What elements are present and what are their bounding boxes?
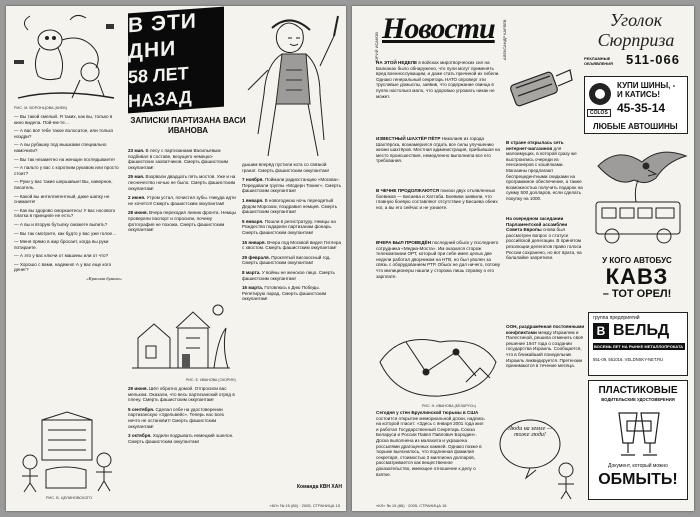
page-footer: «КЛ» № 15 (86) · 2005, СТРАНИЦА 15 bbox=[269, 503, 340, 508]
glasses-icon bbox=[609, 407, 669, 459]
plastic-ad-line2: ВОДИТЕЛЬСКИЕ УДОСТОВЕРЕНИЯ bbox=[601, 397, 675, 402]
dialogue-line: — Руки у вас такие шершавые! Вы, наверное, писатель. bbox=[14, 179, 113, 190]
cartoon-illustration-top bbox=[10, 10, 120, 106]
diary-entry bbox=[242, 177, 342, 194]
diary-date: 29 июня. bbox=[128, 386, 148, 391]
diary-text: Готовлюсь к Дню Победы. Репетирую парад. Смерть фашистским оккупантам! bbox=[242, 285, 327, 302]
diary-date: 5 сентября. bbox=[128, 406, 155, 412]
tire-ad-tagline: ЛЮБЫЕ АВТОШИНЫ bbox=[593, 122, 678, 131]
dialogue-line: — А вы рубашку под мышками специально намочили? bbox=[14, 142, 107, 153]
team-credit: Команда КВН ХАН bbox=[296, 484, 342, 490]
tire-ad-line2: И КАТИСЬ! bbox=[617, 90, 661, 99]
news-article bbox=[376, 60, 502, 132]
dialogue-column bbox=[14, 114, 122, 406]
diary-entry bbox=[128, 174, 236, 191]
map-caption: РИС. Н. ИВАНОВА (БЕЛАРУСЬ) bbox=[422, 404, 476, 408]
diary-entry bbox=[242, 219, 342, 236]
article-text: в войсках миротворческих сил на Балканах было обнаружено, что пули могут применять вред военнослужащим, и даже стать причиной их гибели. Однако генеральный секретарь НАТО опроверг эти трусливые домыслы, заявив, что содержание свинца в пулях настолько мало, что здоровью угрожать никак не может. bbox=[376, 60, 500, 99]
diary-date: 5 января. bbox=[242, 218, 264, 224]
diary-text: Сделал себе на удостоверении партизанскую «Эдельвейс». Теперь нас всех ничто не остановит! Смерть фашистским оккупантам! bbox=[128, 406, 224, 429]
article-lead: На очередном заседании Парламентской ассамблеи Совета Европы bbox=[506, 216, 568, 233]
surprise-heading: Уголок Сюрприза bbox=[597, 10, 675, 50]
welding-ad-brand: ВЕЛЬД bbox=[613, 322, 670, 339]
news-article bbox=[376, 410, 486, 502]
plastic-ad-line1: ПЛАСТИКОВЫЕ bbox=[598, 385, 678, 396]
left-page bbox=[6, 6, 346, 511]
diary-text: дышим вперёд пустили кота со связкой гранат. Смерть фашистским оккупантам! bbox=[242, 162, 329, 173]
partisan-soldier-illustration bbox=[238, 10, 342, 160]
news-article bbox=[506, 216, 584, 272]
right-page bbox=[352, 6, 694, 511]
diary-entry bbox=[242, 255, 342, 266]
dialogue-line: — А вы и вторую бутылку сможете выпить? bbox=[14, 221, 108, 227]
diary-text: Поймали радиостанцию «Москва». Передавали группы «Модерн Токинг». Смерть фашистским оккупантам! bbox=[242, 177, 341, 194]
page-title-line2: 58 ЛЕТ НАЗАД bbox=[128, 63, 192, 112]
village-sketch-illustration bbox=[128, 298, 234, 378]
news-author-2: АЛЕКСАНДР КАРЛЕВ bbox=[502, 19, 507, 60]
welding-ad-tag: ВОСЕМЬ ЛЕТ НА РЫНКЕ МЕТАЛЛОПРОКАТА bbox=[594, 344, 684, 349]
news-article bbox=[506, 324, 586, 396]
diary-text: Взорвали двадцать пять мостов. Уже и на лесничество ночью не было. Смерть фашистским оккупантам! bbox=[128, 174, 236, 191]
diary-text: В лесу с партизанами Васильевым подбивал в составе, везущего немецко-фашистских захватчиков. Смерть фашистским оккупантам! bbox=[128, 148, 229, 170]
balloon-text: Люди на земле — тоже люди! bbox=[507, 426, 553, 438]
article-text: Николаев из города Шахтёрска, вознамерился отдать все силы улучшению жизни шахтёров. Местная администрация, прибывшая на место происшествия, немедленно выполнила все его требования. bbox=[376, 136, 500, 164]
dialogue-line: — А вас всё тебе такое волосатое, или только ноздри? bbox=[14, 128, 114, 139]
diary-date: 1 января. bbox=[242, 197, 264, 203]
article-lead: В стране открылась сеть интернет-магазинов bbox=[506, 140, 564, 151]
diary-entry bbox=[128, 433, 236, 444]
article-lead: В ЧЕЧНЕ ПРОДОЛЖАЮТСЯ bbox=[376, 188, 440, 193]
diary-text: Вчера под Москвой видел Гитлера с хвостом. Смерть фашистским оккупантам! bbox=[242, 239, 342, 251]
diary-entry bbox=[128, 407, 236, 429]
diary-date: 8 марта. bbox=[242, 269, 261, 275]
welding-ad-group: группа предприятий bbox=[593, 315, 640, 321]
diary-text: Пошли в регистратуру. Немцы на Рождество подарили партизанам фонарь. Смерть фашистским оккупантам! bbox=[242, 218, 336, 235]
welding-ad-phones: 551-09, 551016, VELDNSKY-NET.RU bbox=[593, 357, 664, 362]
bullet-illustration bbox=[504, 58, 578, 120]
diary-text: В новогоднюю ночь переодетый Дедом Морозом, поздравил немцев. Смерть фашистским оккупантам! bbox=[242, 197, 338, 215]
article-lead: ИЗВЕСТНЫЙ ШАХТЁР ПЁТР bbox=[376, 136, 441, 141]
dialogue-line: — Как вы здорово сморкаетесь! У вас носового платка в принципе не есть? bbox=[14, 207, 116, 219]
diary-column-1-top bbox=[128, 148, 236, 298]
dialogue-line: — Вы так незаметно на женщин поглядываете! bbox=[14, 156, 115, 162]
diary-entry bbox=[242, 240, 342, 251]
article-text: поиски двух отъявленных боевиков — Бисаева и Хаттаба. Боевики заявили, что главную боевую составляют отсутствие у Бисаева обеих ног, а вы его сейчас и не узнаете. bbox=[376, 188, 498, 210]
article-text: последний обыск у последнего сотрудника «Медиа-Моста». Им оказался сторож телекомпании ОРТ, который при себе имел целых две недели работал дворником на НТВ, но был уволен за связь с оборудованием РТР. Обыск не дал ничего, потому что милиционеры нашли у сторожа лишь справку о его зарплате. bbox=[376, 240, 501, 279]
article-lead: НА ЭТОЙ НЕДЕЛЕ bbox=[376, 60, 418, 65]
tire-icon bbox=[587, 81, 613, 107]
news-article bbox=[376, 188, 502, 238]
map-illustration bbox=[376, 322, 500, 404]
plastic-ad-big: ОБМЫТЬ! bbox=[598, 471, 678, 488]
diary-text: Утром устал, почистил зубы. Никуда идти не хочется! Смерть фашистским оккупантам! bbox=[128, 195, 236, 206]
diary-date: 28 июня. bbox=[128, 210, 148, 216]
diary-text: Ходили подрывать немецкий эшелон. Смерть фашистским оккупантам! bbox=[128, 433, 234, 444]
diary-date: 16 марта. bbox=[242, 285, 264, 291]
bus-ad-brand: КАВЗ bbox=[605, 264, 669, 289]
diary-date: 15 января. bbox=[242, 239, 266, 245]
dialogue-line: — А это у вас ключи от машины или от что? bbox=[14, 253, 109, 259]
article-text: снова был рассмотрен вопрос о статусе российской делегации. В принятом резолюции делегатов право голоса России сохранено, но вот врата, на балалайке запретили. bbox=[506, 227, 582, 261]
news-article bbox=[506, 140, 584, 212]
diary-date: 3 октября. bbox=[128, 433, 152, 439]
page-title-line1: В ЭТИ ДНИ bbox=[128, 9, 197, 64]
diary-date: 29 февраля. bbox=[242, 254, 270, 260]
diary-entry bbox=[242, 162, 342, 173]
diary-date: 25 мая. bbox=[128, 174, 145, 180]
tire-ad-line1: КУПИ ШИНЫ, - bbox=[617, 81, 676, 90]
article-lead: ВЧЕРА БЫЛ ПРОВЕДЁН bbox=[376, 240, 431, 245]
plastic-license-ad bbox=[588, 380, 688, 500]
diary-column-1-bottom bbox=[128, 386, 236, 498]
page-footer: «КЛ» № 15 (86) · 2005, СТРАНИЦА 16 bbox=[376, 503, 447, 508]
bus-ad-line2: – ТОТ ОРЕЛ! bbox=[602, 288, 672, 300]
page-subtitle: ЗАПИСКИ ПАРТИЗАНА ВАСИ ИВАНОВА bbox=[130, 116, 246, 135]
sketch-caption: РИС. Е. ИВАНОВА (СКОРИН) bbox=[186, 378, 236, 382]
diary-date: 2 июня. bbox=[128, 195, 146, 201]
dialogue-line: — Хорошо с вами, надежно! А у вас еще кого денег? bbox=[14, 261, 112, 273]
cartoon-caption-bottom: РИС. В. ЦЕЛИНОВСКОГО bbox=[46, 496, 93, 500]
diary-entry bbox=[128, 148, 236, 170]
ads-phone: 511-066 bbox=[626, 52, 680, 67]
diary-date: 23 мая. bbox=[128, 148, 145, 153]
diary-text: Шёл обратно домой. Отпросили вас мельком. Оказали, что весь партизанский отряд в плену. Смерть фашистским оккупантам! bbox=[128, 386, 235, 403]
diary-text: У войны не женское лицо. Смерть фашистским оккупантам! bbox=[242, 269, 335, 281]
diary-date: 7 ноября. bbox=[242, 177, 264, 183]
news-heading: Новости bbox=[382, 12, 495, 45]
article-lead: ООН, раздражённая постоянными конфликтами bbox=[506, 324, 585, 335]
dialogue-line: — Какой вы интеллигентный, даже шапку не снимаете! bbox=[14, 193, 110, 205]
tire-brand: COLOS bbox=[587, 109, 611, 117]
bus-ad-line1: У КОГО АВТОБУС bbox=[602, 256, 672, 265]
article-lead: Сегодня у стен Бруклинской тюрьмы в США bbox=[376, 410, 479, 415]
eagle-bus-illustration bbox=[588, 136, 690, 254]
diary-entry bbox=[128, 210, 236, 232]
ads-label: РЕКЛАМНЫЕ ОБЪЯВЛЕНИЯ bbox=[584, 56, 613, 66]
dialogue-line: — Меня прямо в жар бросает, когда вы руки потираете. bbox=[14, 239, 109, 250]
welding-logo-icon: B bbox=[593, 323, 609, 339]
dialogue-line: — А пальто у вас с коротким рукавом или просто стоит? bbox=[14, 165, 119, 176]
signature: «Красная бумага» bbox=[86, 276, 122, 282]
news-article bbox=[376, 136, 502, 186]
diary-entry bbox=[242, 198, 342, 215]
tire-ad-phone: 45-35-14 bbox=[617, 101, 666, 115]
diary-column-2 bbox=[242, 162, 342, 480]
news-author: ЮРИЙ ИСАКОВ bbox=[374, 32, 379, 62]
news-article bbox=[376, 240, 502, 318]
diary-text: Проклятый високосный год. Смерть фашистским оккупантам! bbox=[242, 254, 331, 266]
diary-entry bbox=[128, 386, 236, 403]
welding-ad bbox=[588, 312, 688, 376]
article-text: состоится открытие мемориальной доски, надпись на которой гласит: «Здесь с января 2001 года жил и работал Государственный Секретарь Союза Беларуси и России Павел Павлович Бородин». Доска выполнена из малахита и украшена россыпями драгоценных камней. Однако позже в тюрьме выяснилось, что подлинная фамилия секретаря, стоимостью 3 миллиона долларов, рассматривается как вещественное доказательство, имеющее отношение к делу о взятке. bbox=[376, 415, 485, 477]
title-block bbox=[128, 7, 224, 114]
diary-entry bbox=[128, 195, 236, 206]
dialogue-line: — Вы такой смелый. Я таких, как вы, только в кино видела. Пой-ем-те… bbox=[14, 114, 113, 125]
cartoon-caption: РИС. М. ВОРОНЦОВА (КИЕВ) bbox=[14, 106, 68, 110]
dialogue-line: — Вы так смотрите, как будто у вас уже голое… bbox=[14, 230, 117, 236]
diary-entry bbox=[242, 285, 342, 302]
tire-ad bbox=[584, 76, 688, 134]
balloon-cartoon-illustration bbox=[490, 410, 586, 500]
diary-text: Вчера переходил линию фронта. Немцы проверяли паспорт и спросили, почему фотография не похожа. Смерть фашистским оккупантам! bbox=[128, 210, 236, 233]
plastic-ad-small: Документ, который можно bbox=[608, 463, 668, 469]
cartoon-illustration-bottom bbox=[12, 410, 122, 494]
article-text: между Израилем и Палестиной, решила отменить своё решение 1947 года о создании государства Израиль. Сообщается, что в ближайший понедельник Израиль ликвидируется. Претензии принимаются в течение месяца. bbox=[506, 329, 584, 369]
article-text: для малоимущих, в которой сразу же выстроились очереди из пенсионеров с кошёлками. Магазины предлагают беспрецедентными скидками на программное обеспечение, а также возможностью получить подарок на сумму 500 долларов, если сделать покупку на 1000. bbox=[506, 145, 583, 201]
diary-entry bbox=[242, 270, 342, 281]
